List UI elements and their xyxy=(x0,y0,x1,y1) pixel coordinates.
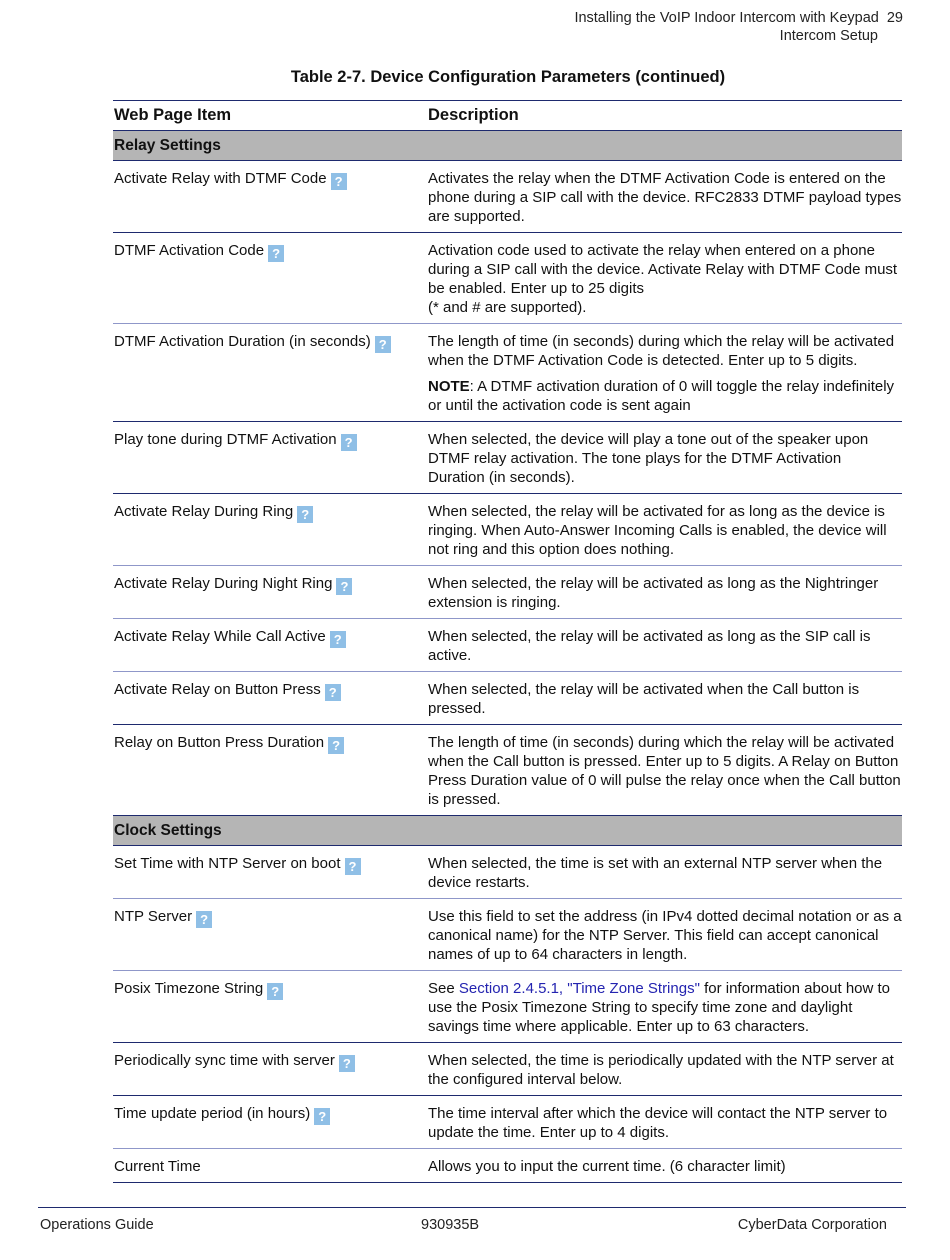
help-icon[interactable]: ? xyxy=(330,631,346,648)
config-table xyxy=(113,100,902,1183)
row-description: Activates the relay when the DTMF Activation Code is entered on the phone during a SIP call with the device. RFC2833 DTMF payload types are supported. xyxy=(428,170,902,225)
column-header-description: Description xyxy=(428,106,519,124)
row-description: When selected, the device will play a tone out of the speaker upon DTMF relay activation. The tone plays for the DTMF Activation Duration (in seconds). xyxy=(428,431,869,486)
help-icon[interactable]: ? xyxy=(331,173,347,190)
help-icon[interactable]: ? xyxy=(375,336,391,353)
row-description: The time interval after which the device will contact the NTP server to update the time. Enter up to 4 digits. xyxy=(428,1105,888,1141)
footer-rule xyxy=(38,1207,906,1208)
table-caption: Table 2-7. Device Configuration Parameters (continued) xyxy=(290,68,726,86)
row-description: Activation code used to activate the relay when entered on a phone during a SIP call with the device. Activate Relay with DTMF Code must be enabled. Enter up to 25 digits xyxy=(428,242,898,297)
row-description xyxy=(428,979,902,1036)
row-description: The length of time (in seconds) during which the relay will be activated when the Call button is pressed. Enter up to 5 digits. A Relay on Button Press Duration value of 0 will pulse the relay once when the Call button is pressed. xyxy=(428,734,901,808)
section-link[interactable]: Section 2.4.5.1, "Time Zone Strings" xyxy=(458,980,700,997)
help-icon[interactable]: ? xyxy=(267,983,283,1000)
note-text: : A DTMF activation duration of 0 will toggle the relay indefinitely or until the activation code is sent again xyxy=(428,378,895,414)
row-item-label: Set Time with NTP Server on boot xyxy=(114,855,341,872)
section-clock-settings: Clock Settings xyxy=(113,816,902,846)
table-row xyxy=(113,566,902,619)
table-row xyxy=(113,422,902,494)
help-icon[interactable]: ? xyxy=(341,434,357,451)
note-label: NOTE xyxy=(428,378,470,395)
row-description: When selected, the time is periodically updated with the NTP server at the configured interval below. xyxy=(428,1052,894,1088)
section-relay-settings: Relay Settings xyxy=(113,131,902,161)
row-item-label: NTP Server xyxy=(114,908,193,925)
row-item-label: Activate Relay During Night Ring xyxy=(114,575,333,592)
row-item-label: Relay on Button Press Duration xyxy=(114,734,325,751)
row-item-label: Activate Relay with DTMF Code xyxy=(114,170,327,187)
row-description: When selected, the relay will be activated as long as the SIP call is active. xyxy=(428,628,871,664)
row-description: Use this field to set the address (in IPv4 dotted decimal notation or as a canonical name) for the NTP Server. This field can accept canonical names of up to 64 characters in length. xyxy=(428,908,902,963)
footer-center: 930935B xyxy=(421,1217,480,1233)
help-icon[interactable]: ? xyxy=(339,1055,355,1072)
row-item-label: Posix Timezone String xyxy=(114,980,264,997)
table-row xyxy=(113,619,902,672)
row-description: Allows you to input the current time. (6 character limit) xyxy=(428,1158,786,1175)
table-header-row xyxy=(113,101,902,131)
row-item-label: Current Time xyxy=(114,1158,201,1175)
row-description: When selected, the relay will be activated when the Call button is pressed. xyxy=(428,681,860,717)
help-icon[interactable]: ? xyxy=(297,506,313,523)
footer-left: Operations Guide xyxy=(40,1217,154,1233)
row-item-label: Time update period (in hours) xyxy=(114,1105,311,1122)
help-icon[interactable]: ? xyxy=(196,911,212,928)
row-item-label: Activate Relay While Call Active xyxy=(114,628,326,645)
table-row xyxy=(113,1096,902,1149)
page-number: 29 xyxy=(886,10,903,26)
table-row xyxy=(113,161,902,233)
table-row xyxy=(113,1149,902,1183)
desc-prefix: See xyxy=(428,980,459,997)
footer-right: CyberData Corporation xyxy=(737,1217,887,1233)
table-row xyxy=(113,725,902,816)
row-item-label: Activate Relay During Ring xyxy=(114,503,294,520)
row-description-extra: (* and # are supported). xyxy=(428,299,587,316)
row-item-label: Activate Relay on Button Press xyxy=(114,681,321,698)
help-icon[interactable]: ? xyxy=(328,737,344,754)
row-description: When selected, the relay will be activated as long as the Nightringer extension is ringing. xyxy=(428,575,879,611)
row-item-label: Periodically sync time with server xyxy=(114,1052,335,1069)
table-row xyxy=(113,899,902,971)
table-row xyxy=(113,494,902,566)
desc-suffix: for information about how to use the Posix Timezone String to specify time zone and daylight savings time where applicable. Enter up to 63 characters. xyxy=(428,980,891,1035)
row-description: When selected, the relay will be activated for as long as the device is ringing. When Auto-Answer Incoming Calls is enabled, the device will not ring and this option does nothing. xyxy=(428,503,887,558)
chapter-title: Installing the VoIP Indoor Intercom with Keypad xyxy=(574,10,879,26)
row-item-label: DTMF Activation Code xyxy=(114,242,265,259)
row-note xyxy=(428,377,902,415)
running-header xyxy=(574,9,903,45)
help-icon[interactable]: ? xyxy=(336,578,352,595)
help-icon[interactable]: ? xyxy=(268,245,284,262)
row-description: The length of time (in seconds) during which the relay will be activated when the DTMF Activation Code is detected. Enter up to 5 digits. xyxy=(428,333,895,369)
table-row xyxy=(113,324,902,422)
row-item-label: Play tone during DTMF Activation xyxy=(114,431,337,448)
table-row xyxy=(113,672,902,725)
table-row xyxy=(113,846,902,899)
row-description: When selected, the time is set with an external NTP server when the device restarts. xyxy=(428,855,883,891)
table-row xyxy=(113,1043,902,1096)
help-icon[interactable]: ? xyxy=(345,858,361,875)
help-icon[interactable]: ? xyxy=(314,1108,330,1125)
help-icon[interactable]: ? xyxy=(325,684,341,701)
section-title: Intercom Setup xyxy=(779,28,878,44)
table-row xyxy=(113,233,902,324)
table-row xyxy=(113,971,902,1043)
row-item-label: DTMF Activation Duration (in seconds) xyxy=(114,333,371,350)
column-header-item: Web Page Item xyxy=(114,106,232,124)
